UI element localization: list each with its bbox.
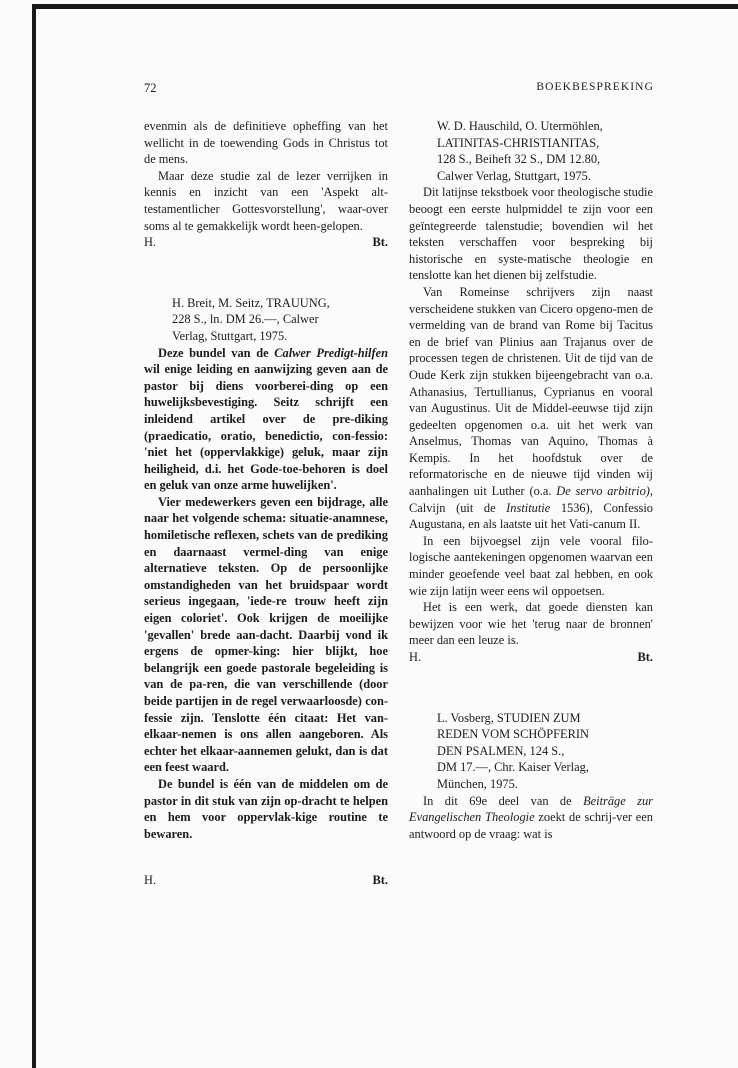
reference-line: 128 S., Beiheft 32 S., DM 12.80, xyxy=(437,152,601,167)
review2-book-reference xyxy=(172,295,388,345)
signature-initial: H. xyxy=(144,235,157,250)
book-series-title: Calwer Predigt-hilfen xyxy=(274,345,388,360)
signature-initial: H. xyxy=(409,650,422,664)
review2-paragraph-2: Vier medewerkers geven een bijdrage, alle naar het volgende schema: situatie-anamnese, homiletische reflexen, schets van de prediking en daarnaast vermel-ding van enige alternatieve teksten. Op de persoonlijke omstandigheden van het bruidspaar wordt serieus ingegaan, 'iede-re trouw heeft zijn eigen coloriet'. Ook krijgen de moeilijke 'gevallen' brede aan-dacht. Daarbij vond ik ergens de opmer-king: hier blijkt, hoe belangrijk een goede pastorale begeleiding is van de pa-ren, die van verschillende (door beide partijen in de regel verwaarloosde) con-fessie zijn. Tenslotte één citaat: Het van-elkaar-nemen is ons allen aangeboren. Als echter het elkaar-aannemen gelukt, dan is dat een feest waard. xyxy=(144,494,388,775)
review3-paragraph-4: Het is een werk, dat goede diensten kan bewijzen voor wie het 'terug naar de bronnen' meer dan een leuze is. xyxy=(409,600,653,648)
page-number: 72 xyxy=(144,81,157,95)
review2-paragraph-1 xyxy=(144,345,388,494)
text-run: zoekt de schrij-ver een antwoord op de vraag: wat is xyxy=(409,810,653,841)
reference-line: München, 1975. xyxy=(437,776,518,791)
scan-edge-left xyxy=(32,4,36,1068)
review2-signature xyxy=(144,872,388,889)
review3-paragraph-1: Dit latijnse tekstboek voor theologische studie beoogt een eerste hulpmiddel te zijn voor een geïntegreerde talenstudie; bovendien wil het teksten verschaffen voor bespreking bij historische en syste-matische theologie en tenslotte kan het dienen bij zelfstudie. xyxy=(409,185,653,283)
signature-name: Bt. xyxy=(637,650,653,664)
review3-book-reference xyxy=(437,118,653,184)
text-run: Calvijn (uit de xyxy=(409,500,507,515)
review3-signature xyxy=(409,649,653,666)
review4-paragraph-1 xyxy=(409,793,653,843)
review1-signature xyxy=(144,234,388,251)
reference-line: Verlag, Stuttgart, 1975. xyxy=(172,328,288,343)
text-run: Deze bundel van de xyxy=(158,345,275,360)
review3-paragraph-2 xyxy=(409,284,653,533)
scan-edge-top xyxy=(32,4,738,9)
reference-line: 228 S., ln. DM 26.—, Calwer xyxy=(172,312,319,327)
signature-name: Bt. xyxy=(372,873,388,888)
reference-line: REDEN VOM SCHÖPFERIN xyxy=(437,727,589,742)
book-series-title: Beiträge zur Evangelischen Theologie xyxy=(409,793,653,825)
reference-line: DM 17.—, Chr. Kaiser Verlag, xyxy=(437,760,589,775)
review2-paragraph-3: De bundel is één van de middelen om de pastor in dit stuk van zijn op-dracht te helpen en hem voor oppervlak-kige routine te bewaren. xyxy=(144,776,388,841)
review3-paragraph-3: In een bijvoegsel zijn vele vooral filo-logische aantekeningen opgenomen waarvan een minder geoefende veel baat zal hebben, en ook wie zijn latijn weer eens wil oppoetsen. xyxy=(409,533,653,598)
work-title: Institutie xyxy=(506,500,551,515)
review1-paragraph-1: evenmin als de definitieve opheffing van het wellicht in de toewending Gods in Christus tot de mens. xyxy=(144,119,388,167)
reference-line: DEN PSALMEN, 124 S., xyxy=(437,743,565,758)
running-head: BOEKBESPREKING xyxy=(536,81,654,93)
text-run: wil enige leiding en aanwijzing geven aan de pastor bij diens voorberei-ding op een huwelijksbevestiging. Seitz schrijft een inleidend artikel over de pre-diking (praedicatio, oratio, benedictio, con-fessio: 'niet het (oppervlakkige) geluk, maar zijn heiligheid, d.i. het Gode-toe-behoren is doel en geluk van onze arme huwelijken'. xyxy=(144,362,388,493)
work-title: De servo arbitrio), xyxy=(556,484,653,499)
reference-line: Calwer Verlag, Stuttgart, 1975. xyxy=(437,168,591,183)
review1-paragraph-2: Maar deze studie zal de lezer verrijken in kennis en inzicht van een 'Aspekt alt-testamentlicher Gottesvorstellung', waar-over soms al te gemakkelijk wordt heen-gelopen. xyxy=(144,168,388,233)
text-run: 1536), Confessio Augustana, en als laatste uit het Vati-canum II. xyxy=(409,500,653,532)
reference-line: L. Vosberg, STUDIEN ZUM xyxy=(437,710,581,725)
review4-book-reference xyxy=(437,710,653,793)
reference-line: W. D. Hauschild, O. Utermöhlen, xyxy=(437,119,603,133)
reference-line: H. Breit, M. Seitz, TRAUUNG, xyxy=(172,295,330,310)
reference-line: LATINITAS-CHRISTIANITAS, xyxy=(437,135,600,150)
signature-initial: H. xyxy=(144,873,157,888)
left-column xyxy=(144,118,388,889)
text-run: In dit 69e deel van de xyxy=(423,793,584,808)
text-run: Van Romeinse schrijvers zijn naast verscheidene stukken van Cicero opgeno-men de vermelding van de brand van Rome bij Tacitus en de brief van Plinius aan Trajanus over de processen tegen de christenen. Uit de tijd van de Oude Kerk zijn stukken bijeengebracht van o.a. Athanasius, Tertullianus, Cyprianus en vooral van Augustinus. Uit de Middel-eeuwse tijd zijn gedeelten opgenomen o.a. uit het werk van Anselmus, Thomas van Aquino, Thomas à Kempis. In het hoofdstuk over de reformatorische en de nieuwe tijd vinden wij aanhalingen uit Luther (o.a. xyxy=(409,284,653,499)
right-column xyxy=(409,118,653,842)
signature-name: Bt. xyxy=(372,235,388,250)
